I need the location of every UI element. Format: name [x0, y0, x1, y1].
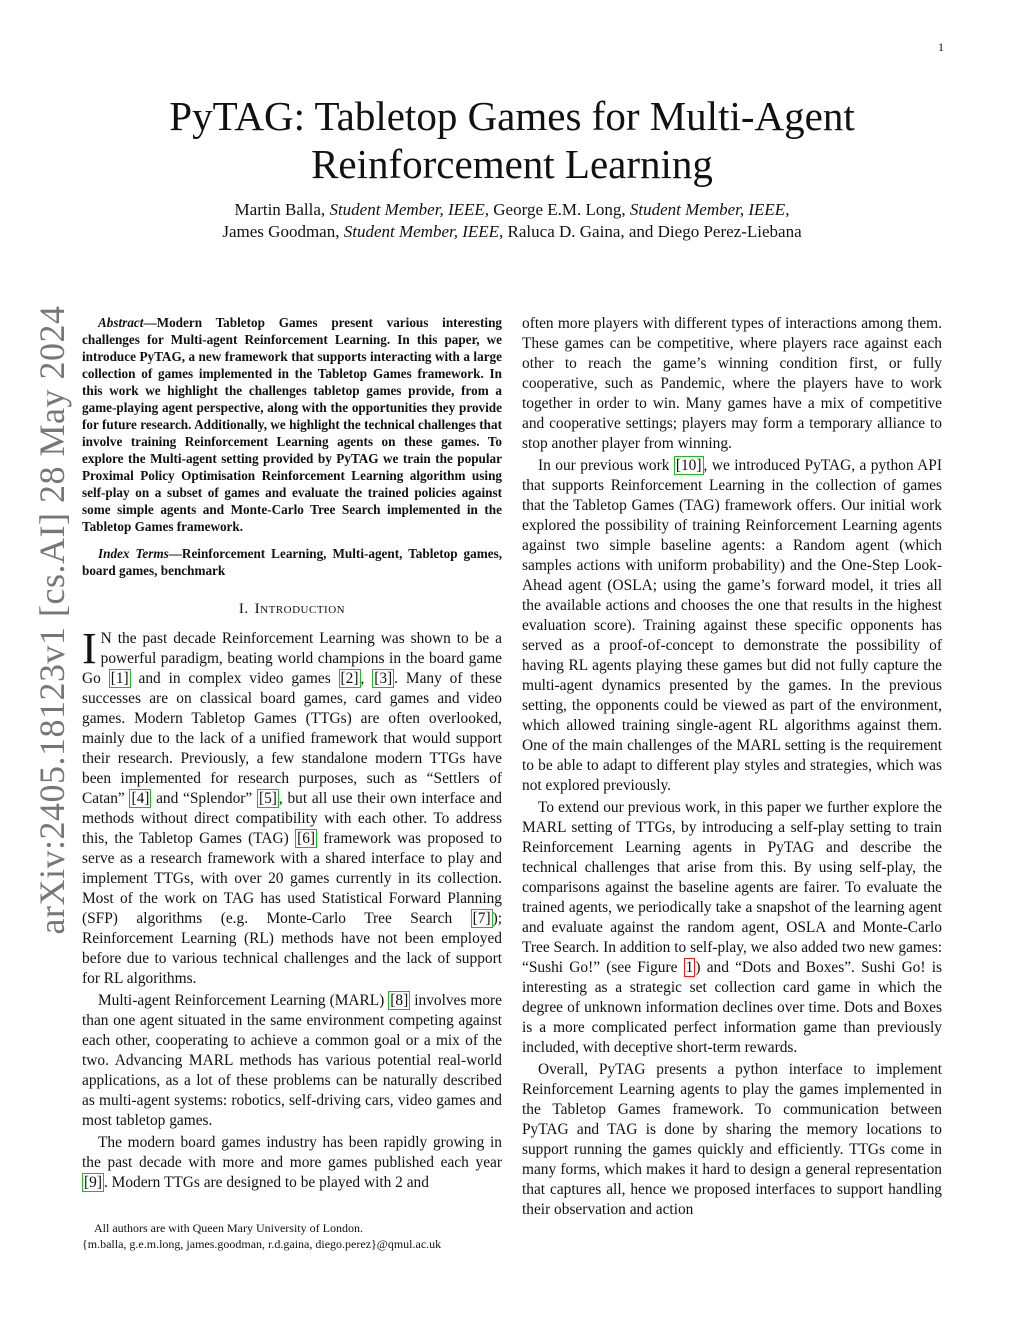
author-affiliation-footnote	[82, 1220, 502, 1252]
citation-link[interactable]: [1]	[110, 670, 129, 687]
footnote-email-line: {m.balla, g.e.m.long, james.goodman, r.d.gaina, diego.perez}@qmul.ac.uk	[82, 1237, 442, 1251]
section-heading-introduction	[82, 599, 502, 619]
figure-reference-link[interactable]: 1	[685, 959, 694, 976]
body-text: ) and “Dots and Boxes”. Sushi Go! is interesting as a strategic set collection card game in which the degree of unknown information declines over time. Dots and Boxes is a more complicated perfect information game than previously included, with deceptive short-term rewards.	[522, 959, 942, 1056]
arxiv-identifier-text: arXiv:2405.18123v1 [cs.AI] 28 May 2024	[32, 305, 72, 935]
citation-link[interactable]: [7]	[472, 910, 491, 927]
abstract-text: —Modern Tabletop Games present various interesting challenges for Multi-agent Reinforcement Learning. In this paper, we introduce PyTAG, a new framework that supports interacting with a large collection of games implemented in the Tabletop Games framework. In this work we highlight the challenges tabletop games provide, from a game-playing agent perspective, along with the opportunities they provide for future research. Additionally, we highlight the technical challenges that involve training Reinforcement Learning agents on these games. To explore the Multi-agent setting provided by PyTAG we train the popular Proximal Policy Optimisation Reinforcement Learning algorithm using self-play on a subset of games and evaluate the trained policies against some simple agents and Monte-Carlo Tree Search implemented in the Tabletop Games framework.	[82, 315, 502, 534]
body-paragraph	[522, 1060, 942, 1220]
abstract	[82, 314, 502, 535]
body-text: ); Reinforcement Learning (RL) methods have not been employed before due to various technical challenges and the lack of support for RL algorithms.	[82, 910, 502, 987]
body-paragraph	[82, 991, 502, 1131]
body-text: In our previous work	[538, 457, 674, 474]
body-text: and “Splendor”	[151, 790, 257, 807]
index-terms-text: —Reinforcement Learning, Multi-agent, Tabletop games, board games, benchmark	[82, 546, 502, 578]
body-paragraph	[522, 456, 942, 796]
body-text: and in complex video games	[130, 670, 339, 687]
author-name: James Goodman,	[222, 222, 344, 241]
footnote-line-1: All authors are with Queen Mary University of London.	[94, 1221, 363, 1235]
right-column	[522, 314, 942, 1222]
author-list	[140, 199, 884, 243]
body-text: framework was proposed to serve as a research framework with a shared interface to play and implement TTGs, with over 20 games currently in its collection. Most of the work on TAG has used Statistical Forward Planning (SFP) algorithms (e.g. Monte-Carlo Tree Search	[82, 830, 503, 927]
body-text: often more players with different types of interactions among them. These games can be competitive, where players race against each other to reach the game’s winning condition first, or fully cooperative, such as Pandemic, where the players have to work together in order to win. Many games have a mix of competitive and cooperative settings; players may form a temporary alliance to stop another player from winning.	[522, 315, 942, 452]
author-name: Raluca D. Gaina, and Diego Perez-Liebana	[503, 222, 802, 241]
body-text: . Many of these successes are on classical board games, card games and video games. Modern Tabletop Games (TTGs) are often overlooked, mainly due to the lack of a unified framework that would support their research. Previously, a few standalone modern TTGs have been implemented for research purposes, such as “Settlers of Catan”	[82, 670, 502, 807]
author-line-1	[140, 199, 884, 221]
body-paragraph	[522, 798, 942, 1058]
body-text: ,	[360, 670, 373, 687]
section-number: I.	[238, 601, 249, 617]
index-terms	[82, 545, 502, 579]
index-terms-lead: Index Terms	[98, 546, 169, 561]
citation-link[interactable]: [6]	[297, 830, 316, 847]
citation-link[interactable]: [2]	[340, 670, 359, 687]
author-name: Martin Balla,	[234, 200, 330, 219]
author-name: George E.M. Long,	[489, 200, 630, 219]
body-text: Overall, PyTAG presents a python interface to implement Reinforcement Learning agents to play the games implemented in the Tabletop Games framework. To communication between PyTAG and TAG is done by sharing the memory locations to support running the games quickly and efficiently. TTGs come in many forms, which makes it hard to design a general representation that captures all, hence we proposed interfaces to support handling their observation and action	[522, 1061, 942, 1218]
body-text: involves more than one agent situated in the same environment competing against each other, cooperating to achieve a common goal or a mix of the two. Advancing MARL methods has various potential real-world applications, as a lot of these problems can be naturally described as multi-agent systems: robotics, self-driving cars, video games and most tabletop games.	[82, 992, 502, 1129]
body-text: , but all use their own interface and methods without direct compatibility with each other. To address this, the Tabletop Games (TAG)	[82, 790, 503, 847]
body-text: Multi-agent Reinforcement Learning (MARL)	[98, 992, 389, 1009]
author-membership: Student Member, IEEE,	[629, 200, 790, 219]
body-text: To extend our previous work, in this paper we further explore the MARL setting of TTGs, by introducing a self-play setting to train Reinforcement Learning agents in PyTAG and describe the technical challenges that arise from this. By using self-play, the comparisons against the baseline agents are fairer. To evaluate the trained agents, we periodically take a snapshot of the learning agent and evaluate against the random agent, OSLA and Monte-Carlo Tree Search. In addition to self-play, we also added two new games: “Sushi Go!” (see Figure	[522, 799, 942, 976]
paper-title	[140, 92, 884, 188]
body-text: The modern board games industry has been rapidly growing in the past decade with more and more games published each year	[82, 1134, 502, 1171]
abstract-lead: Abstract	[98, 315, 144, 330]
page-number: 1	[938, 40, 944, 54]
body-paragraph	[522, 314, 942, 454]
citation-link[interactable]: [3]	[374, 670, 393, 687]
citation-link[interactable]: [4]	[131, 790, 150, 807]
author-line-2	[140, 221, 884, 243]
drop-cap: I	[82, 624, 97, 673]
citation-link[interactable]: [10]	[675, 457, 702, 474]
citation-link[interactable]: [8]	[390, 992, 409, 1009]
right-body-text	[522, 314, 942, 1220]
author-membership: Student Member, IEEE,	[343, 222, 504, 241]
author-membership: Student Member, IEEE,	[329, 200, 490, 219]
left-body-text	[82, 624, 503, 1193]
left-column	[82, 314, 502, 1195]
body-text: N the past decade Reinforcement Learning was shown to be a powerful paradigm, beating world champions in the board game Go	[82, 630, 502, 687]
title-line-1: PyTAG: Tabletop Games for Multi-Agent	[169, 93, 855, 139]
title-line-2: Reinforcement Learning	[311, 141, 713, 187]
body-paragraph	[82, 1133, 502, 1193]
body-text: . Modern TTGs are designed to be played with 2 and	[103, 1174, 429, 1191]
citation-link[interactable]: [5]	[258, 790, 277, 807]
section-title: Introduction	[254, 601, 346, 617]
body-text: , we introduced PyTAG, a python API that supports Reinforcement Learning in the collection of games that the Tabletop Games (TAG) framework offers. Our initial work explored the possibility of training Reinforcement Learning agents against two simple baseline agents: a Random agent (which samples actions with uniform probability) and the One-Step Look-Ahead agent (OSLA; using the game’s forward model, it tries all the available actions and chooses the one that results in the highest evaluation score). Training against these specific opponents has served as a proof-of-concept to demonstrate the possibility of having RL agents playing these games but did not fully capture the multi-agent dynamics presented by the games. In the previous setting, the opponents could be viewed as part of the environment, which allowed training single-agent RL algorithms against them. One of the main challenges of the MARL setting is the requirement to be able to adapt to different play styles and strategies, which was not explored previously.	[522, 457, 942, 794]
body-paragraph	[82, 624, 503, 989]
citation-link[interactable]: [9]	[84, 1174, 102, 1191]
